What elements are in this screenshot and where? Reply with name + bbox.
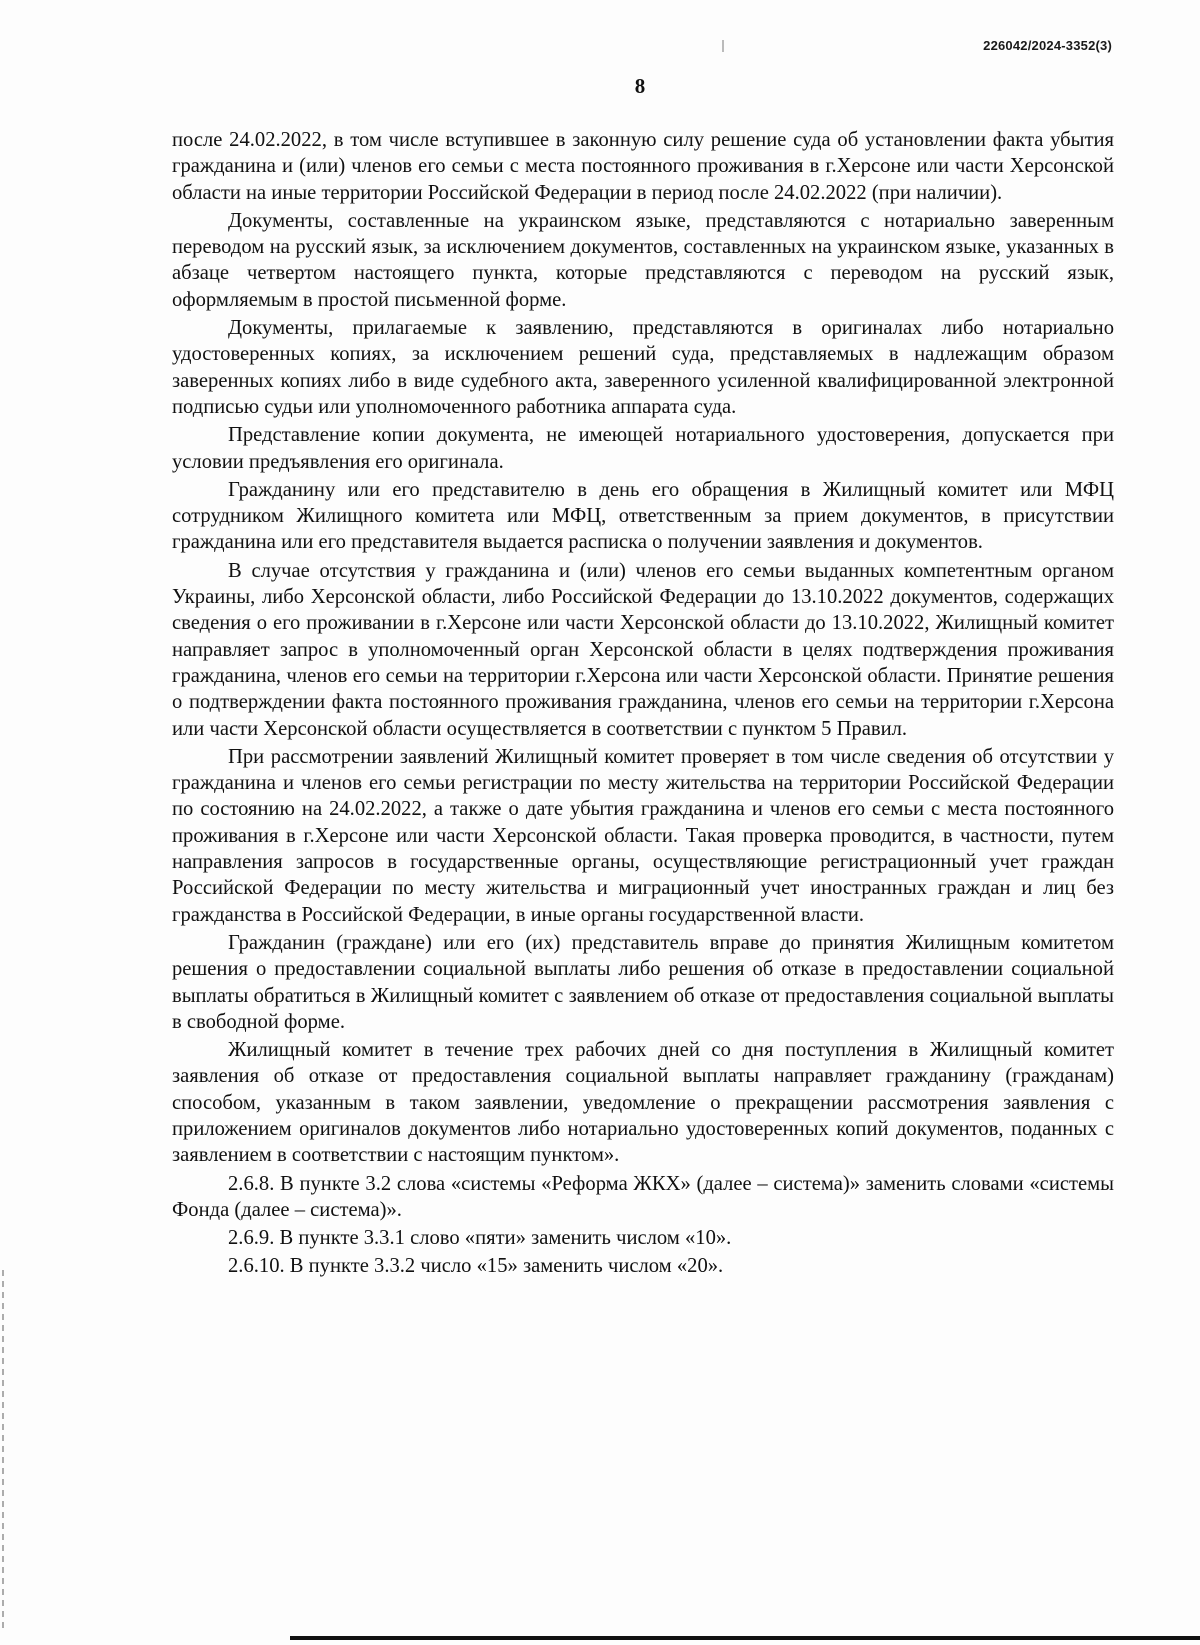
paragraph-continuation: после 24.02.2022, в том числе вступившее в законную силу решение суда об установлении факта убытия гражданина и (или) членов его семьи с места постоянного проживания в г.Херсоне или части Херсонской области на иные территории Российской Федерации в период после 24.02.2022 (при наличии). bbox=[172, 129, 1114, 204]
paragraph-attached-documents: Документы, прилагаемые к заявлению, представляются в оригиналах либо нотариально удостоверенных копиях, за исключением решений суда, представляемых в надлежащим образом заверенных копиях либо в виде судебного акта, заверенного усиленной квалифицированной электронной подписью судьи или уполномоченного работника аппарата суда. bbox=[172, 317, 1114, 418]
amendment-2-6-9: 2.6.9. В пункте 3.3.1 слово «пяти» заменить числом «10». bbox=[228, 1227, 732, 1250]
scan-edge-artifact bbox=[2, 1270, 4, 1630]
paragraph-receipt: Гражданину или его представителю в день его обращения в Жилищный комитет или МФЦ сотрудником Жилищного комитета или МФЦ, ответственным за прием документов, в присутствии гражданина или его представителя выдается расписка о получении заявления и документов. bbox=[172, 478, 1114, 554]
scan-mark bbox=[722, 40, 724, 52]
paragraph-refusal-notice: Жилищный комитет в течение трех рабочих дней со дня поступления в Жилищный комитет заявления об отказе от предоставления социальной выплаты направляет гражданину (гражданам) способом, указанным в таком заявлении, уведомление о прекращении рассмотрения заявления с приложением оригиналов документов либо нотариально удостоверенных копий документов, поданных с заявлением в соответствии с настоящим пунктом». bbox=[172, 1039, 1114, 1167]
amendment-2-6-10: 2.6.10. В пункте 3.3.2 число «15» заменить числом «20». bbox=[228, 1255, 724, 1278]
amendment-2-6-8: 2.6.8. В пункте 3.2 слова «системы «Реформа ЖКХ» (далее – система)» заменить словами «системы Фонда (далее – система)». bbox=[172, 1172, 1114, 1221]
document-body bbox=[172, 127, 1114, 1280]
paragraph-absence-of-documents: В случае отсутствия у гражданина и (или) членов его семьи выданных компетентным органом Украины, либо Херсонской области, либо Российской Федерации до 13.10.2022 документов, содержащих сведения о его проживании в г.Херсоне или части Херсонской области до 13.10.2022, Жилищный комитет направляет запрос в уполномоченный орган Херсонской области в целях подтверждения проживания гражданина, членов его семьи на территории г.Херсона или части Херсонской области. Принятие решения о подтверждении факта постоянного проживания гражданина, членов его семьи на территории г.Херсона или части Херсонской области осуществляется в соответствии с пунктом 5 Правил. bbox=[172, 559, 1114, 740]
paragraph-verification: При рассмотрении заявлений Жилищный комитет проверяет в том числе сведения об отсутствии у гражданина и членов его семьи регистрации по месту жительства на территории Российской Федерации по состоянию на 24.02.2022, а также о дате убытия гражданина и членов его семьи с места постоянного проживания в г.Херсоне или части Херсонской области. Такая проверка проводится, в частности, путем направления запросов в государственные органы, осуществляющие регистрационный учет граждан Российской Федерации по месту жительства и миграционный учет иностранных граждан и лиц без гражданства в Российской Федерации, в иные органы государственной власти. bbox=[172, 745, 1114, 926]
scan-bottom-rule bbox=[290, 1636, 1200, 1640]
paragraph-ukrainian-documents: Документы, составленные на украинском языке, представляются с нотариально заверенным переводом на русский язык, за исключением документов, составленных на украинском языке, указанных в абзаце четвертом настоящего пункта, которые представляются с переводом на русский язык, оформляемым в простой письменной форме. bbox=[172, 209, 1114, 311]
paragraph-copy-submission: Представление копии документа, не имеющей нотариального удостоверения, допускается при условии предъявления его оригинала. bbox=[172, 424, 1114, 473]
document-id: 226042/2024-3352(3) bbox=[983, 38, 1112, 53]
page-number: 8 bbox=[634, 74, 646, 98]
paragraph-refusal-right: Гражданин (граждане) или его (их) представитель вправе до принятия Жилищным комитетом решения о предоставлении социальной выплаты либо решения об отказе в предоставлении социальной выплаты обратиться в Жилищный комитет с заявлением об отказе от предоставления социальной выплаты в свободной форме. bbox=[172, 931, 1114, 1033]
